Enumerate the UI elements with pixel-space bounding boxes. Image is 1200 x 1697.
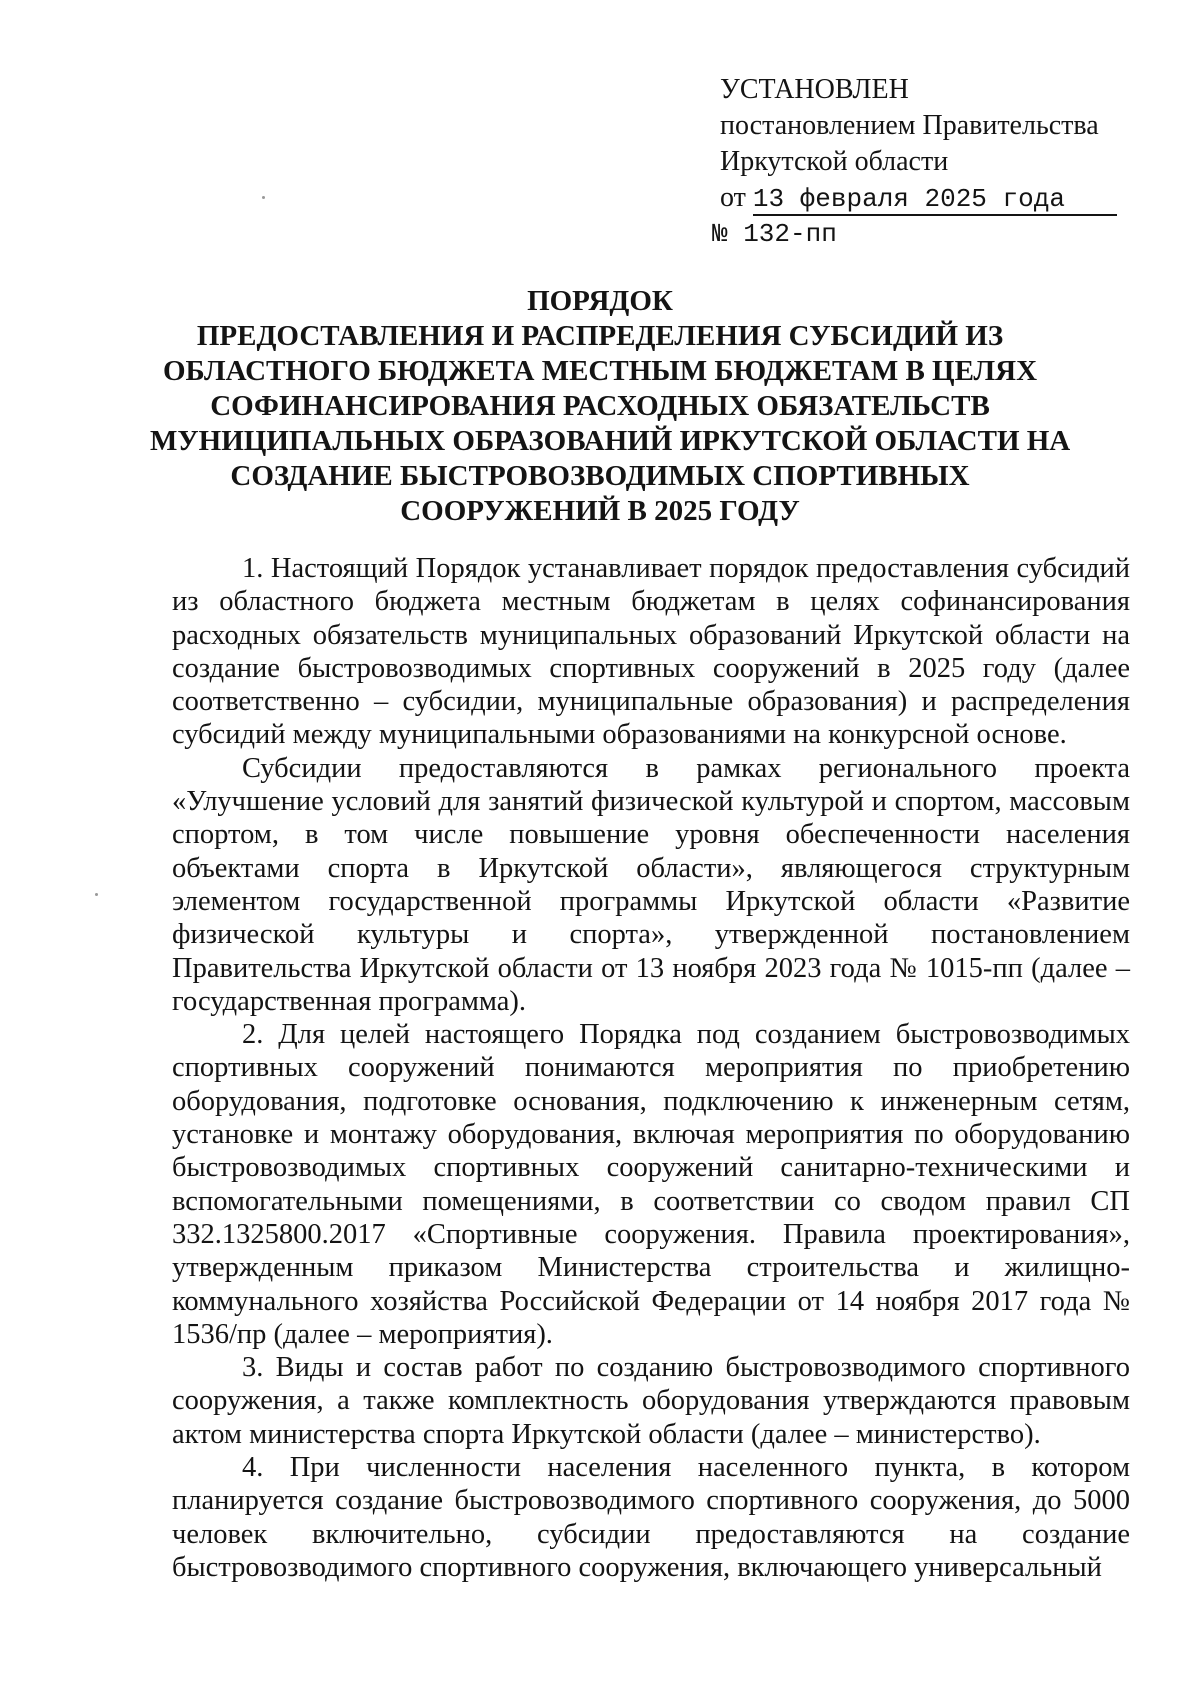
paragraph-4: 4. При численности населения населенного пункта, в котором планируется создание быстровозводимого спортивного сооружения, до 5000 человек включительно, субсидии предоставляются на создание быстровозводимого спортивного сооружения, включающего универсальный [172,1452,1130,1583]
approval-number: № 132-пп [712,219,837,249]
title-line: СОЗДАНИЕ БЫСТРОВОЗВОДИМЫХ СПОРТИВНЫХ [230,460,970,492]
approval-date-prefix: от [720,182,746,213]
document-body [172,552,1130,1584]
paragraph-3: 3. Виды и состав работ по созданию быстровозводимого спортивного сооружения, а также комплектность оборудования утверждаются правовым актом министерства спорта Иркутской области (далее – министерство). [172,1352,1130,1450]
approval-by-resolution: постановлением Правительства [720,110,1099,141]
title-line: СООРУЖЕНИЙ В 2025 ГОДУ [400,495,800,527]
title-line: ПРЕДОСТАВЛЕНИЯ И РАСПРЕДЕЛЕНИЯ СУБСИДИЙ ИЗ [196,320,1004,352]
paragraph-2: 2. Для целей настоящего Порядка под созданием быстровозводимых спортивных сооружений понимаются мероприятия по приобретению оборудования, подготовке основания, подключению к инженерным сетям, установке и монтажу оборудования, включая мероприятия по оборудованию быстровозводимых спортивных сооружений санитарно-техническими и вспомогательными помещениями, в соответствии со сводом правил СП 332.1325800.2017 «Спортивные сооружения. Правила проектирования», утвержденным приказом Министерства строительства и жилищно-коммунального хозяйства Российской Федерации от 14 ноября 2017 года № 1536/пр (далее – мероприятия). [172,1019,1130,1350]
scan-speck [262,196,265,199]
title-line: ОБЛАСТНОГО БЮДЖЕТА МЕСТНЫМ БЮДЖЕТАМ В ЦЕЛЯХ [162,355,1038,387]
approval-region: Иркутской области [720,146,949,177]
title-line: ПОРЯДОК [527,285,673,317]
approval-date-line [720,180,1160,216]
approval-established: УСТАНОВЛЕН [720,74,909,105]
paragraph-1: 1. Настоящий Порядок устанавливает порядок предоставления субсидий из областного бюджета местным бюджетам в целях софинансирования расходных обязательств муниципальных образований Иркутской области на создание быстровозводимых спортивных сооружений в 2025 году (далее соответственно – субсидии, муниципальные образования) и распределения субсидий между муниципальными образованиями на конкурсной основе. [172,553,1130,751]
title-line: СОФИНАНСИРОВАНИЯ РАСХОДНЫХ ОБЯЗАТЕЛЬСТВ [210,390,990,422]
paragraph-1-continuation: Субсидии предоставляются в рамках регионального проекта «Улучшение условий для занятий физической культурой и спортом, массовым спортом, в том числе повышение уровня обеспеченности населения объектами спорта в Иркутской области», являющегося структурным элементом государственной программы Иркутской области «Развитие физической культуры и спорта», утвержденной постановлением Правительства Иркутской области от 13 ноября 2023 года № 1015-пп (далее – государственная программа). [172,752,1130,1017]
title-line: МУНИЦИПАЛЬНЫХ ОБРАЗОВАНИЙ ИРКУТСКОЙ ОБЛАСТИ НА [150,425,1071,457]
document-title [150,284,1071,529]
approval-date-value: 13 февраля 2025 года [753,184,1117,216]
scan-speck [95,893,98,896]
approval-stamp-block [712,72,1160,252]
